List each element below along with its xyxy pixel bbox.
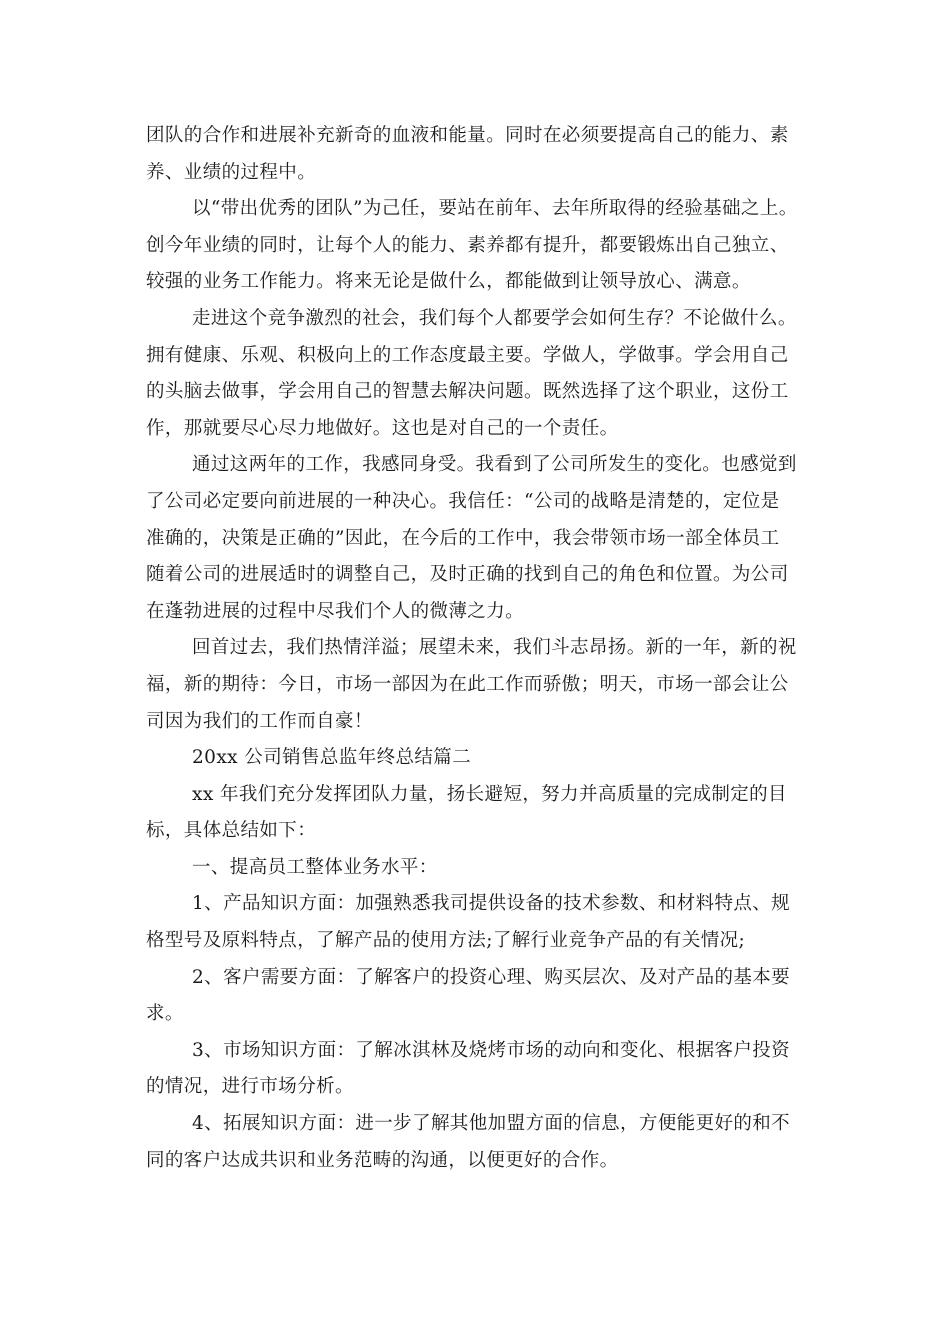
text-line: 一、提高员工整体业务水平： (192, 856, 438, 878)
text-line: 作，那就要尽心尽力地做好。这也是对自己的一个责任。 (146, 417, 619, 439)
text-line: 格型号及原料特点，了解产品的使用方法;了解行业竞争产品的有关情况; (146, 930, 746, 952)
text-line: 司因为我们的工作而自豪！ (146, 710, 373, 732)
text-line: 随着公司的进展适时的调整自己，及时正确的找到自己的角色和位置。为公司 (146, 564, 789, 586)
text-line: 同的客户达成共识和业务范畴的沟通，以便更好的合作。 (146, 1149, 619, 1171)
text-line: 团队的合作和进展补充新奇的血液和能量。同时在必须要提高自己的能力、素 (146, 125, 789, 146)
text-line: xx 年我们充分发挥团队力量，扬长避短，努力并高质量的完成制定的目 (192, 783, 787, 805)
text-line: 走进这个竞争激烈的社会，我们每个人都要学会如何生存？不论做什么。 (192, 307, 797, 329)
text-line: 3、市场知识方面：了解冰淇林及烧烤市场的动向和变化、根据客户投资 (192, 1039, 791, 1061)
text-line: 的情况，进行市场分析。 (146, 1076, 354, 1098)
text-line: 的头脑去做事，学会用自己的智慧去解决问题。既然选择了这个职业，这份工 (146, 381, 789, 403)
text-line: 较强的业务工作能力。将来无论是做什么，都能做到让领导放心、满意。 (146, 271, 751, 293)
text-line: 标，具体总结如下： (146, 820, 317, 842)
text-line: 养、业绩的过程中。 (146, 161, 317, 183)
text-line: 求。 (146, 1003, 184, 1025)
text-line: 创今年业绩的同时，让每个人的能力、素养都有提升，都要锻炼出自己独立、 (146, 234, 789, 256)
text-line: 2、客户需要方面：了解客户的投资心理、购买层次、及对产品的基本要 (192, 966, 791, 988)
text-line: 准确的，决策是正确的”因此，在今后的工作中，我会带领市场一部全体员工 (146, 527, 780, 549)
text-line: 4、拓展知识方面：进一步了解其他加盟方面的信息，方便能更好的和不 (192, 1113, 791, 1135)
text-line: 以“带出优秀的团队”为己任，要站在前年、去年所取得的经验基础之上。 (192, 198, 798, 220)
text-line: 在蓬勃进展的过程中尽我们个人的微薄之力。 (146, 600, 525, 622)
document-body (146, 118, 806, 1179)
text-line: 回首过去，我们热情洋溢；展望未来，我们斗志昂扬。新的一年，新的祝 (192, 637, 797, 659)
text-line: 了公司必定要向前进展的一种决心。我信任：“公司的战略是清楚的，定位是 (146, 490, 780, 512)
text-line: 拥有健康、乐观、积极向上的工作态度最主要。学做人，学做事。学会用自己 (146, 344, 789, 366)
text-line: 通过这两年的工作，我感同身受。我看到了公司所发生的变化。也感觉到 (192, 454, 797, 476)
text-line: 福，新的期待：今日，市场一部因为在此工作而骄傲；明天，市场一部会让公 (146, 673, 789, 695)
text-line: 1、产品知识方面：加强熟悉我司提供设备的技术参数、和材料特点、规 (192, 893, 791, 915)
text-line: 20xx 公司销售总监年终总结篇二 (192, 747, 472, 769)
